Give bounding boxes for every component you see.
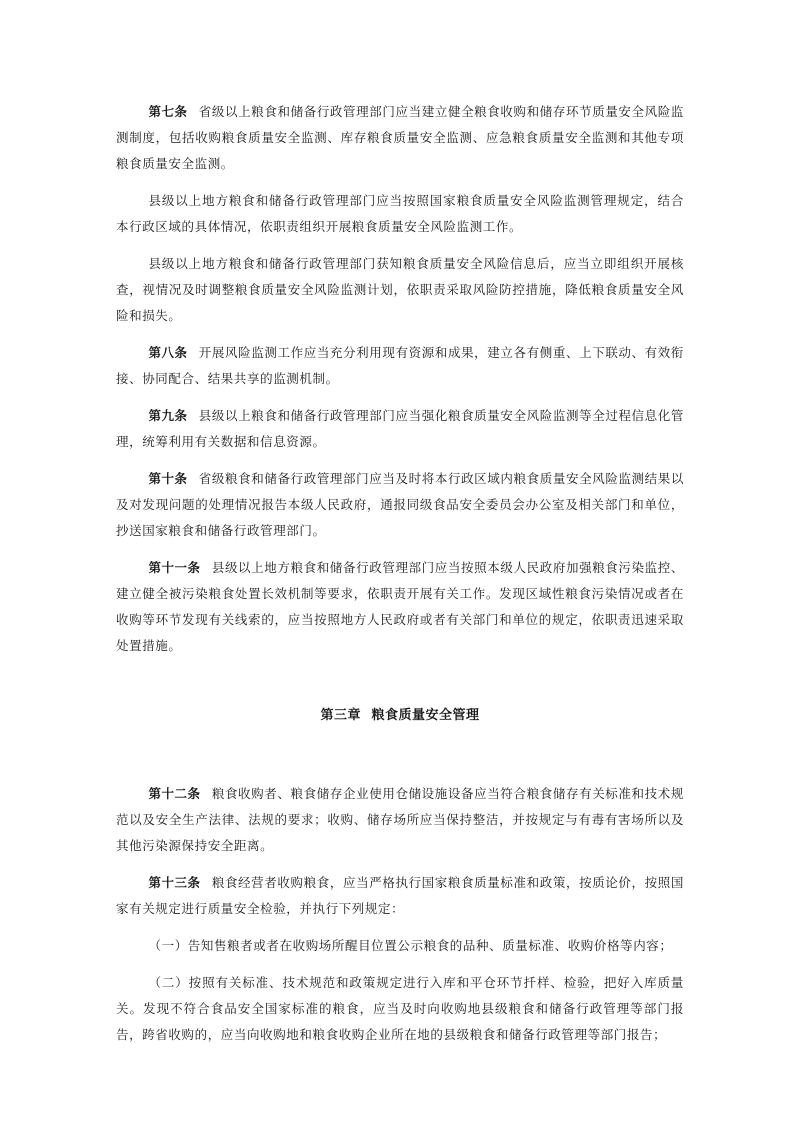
article-13-text: 粮食经营者收购粮食，应当严格执行国家粮食质量标准和政策，按质论价，按照国家有关规定进行质量安全检验，并执行下列规定：: [116, 875, 684, 916]
article-10-label: 第十条: [148, 471, 188, 486]
article-8: [116, 340, 684, 392]
article-7-text-1: 省级以上粮食和储备行政管理部门应当建立健全粮食收购和储存环节质量安全风险监测制度，包括收购粮食质量安全监测、库存粮食质量安全监测、应急粮食质量安全监测和其他专项粮食质量安全监测。: [116, 104, 684, 171]
article-12-text: 粮食收购者、粮食储存企业使用仓储设施设备应当符合粮食储存有关标准和技术规范以及安全生产法律、法规的要求；收购、储存场所应当保持整洁，并按规定与有毒有害场所以及其他污染源保持安全距离。: [116, 786, 684, 853]
article-13-item-1: （一）告知售粮者或者在收购场所醒目位置公示粮食的品种、质量标准、收购价格等内容；: [148, 938, 673, 953]
article-11-label: 第十一条: [148, 560, 201, 575]
article-9: [116, 403, 684, 455]
article-7-para-1: [116, 99, 684, 177]
article-7-label: 第七条: [148, 104, 188, 119]
article-12-label: 第十二条: [148, 786, 201, 801]
article-13-item-2: （二）按照有关标准、技术规范和政策规定进行入库和平仓环节扦样、检验，把好入库质量关。发现不符合食品安全国家标准的粮食，应当及时向收购地县级粮食和储备行政管理等部门报告，跨省收购的，应当向收购地和粮食收购企业所在地的县级粮食和储备行政管理等部门报告；: [116, 975, 684, 1042]
document-body: [116, 99, 684, 1059]
chapter-heading: [116, 703, 684, 729]
article-11: [116, 555, 684, 659]
chapter-title: 粮食质量安全管理: [371, 708, 480, 723]
article-9-text: 县级以上粮食和储备行政管理部门应当强化粮食质量安全风险监测等全过程信息化管理，统筹利用有关数据和信息资源。: [116, 408, 684, 449]
article-9-label: 第九条: [148, 408, 188, 423]
article-8-text: 开展风险监测工作应当充分利用现有资源和成果，建立各有侧重、上下联动、有效衔接、协同配合、结果共享的监测机制。: [116, 345, 684, 386]
article-7-para-3: 县级以上地方粮食和储备行政管理部门获知粮食质量安全风险信息后，应当立即组织开展核查，视情况及时调整粮食质量安全风险监测计划，依职责采取风险防控措施，降低粮食质量安全风险和损失。: [116, 256, 684, 323]
article-10: [116, 466, 684, 544]
article-10-text: 省级粮食和储备行政管理部门应当及时将本行政区域内粮食质量安全风险监测结果以及对发现问题的处理情况报告本级人民政府，通报同级食品安全委员会办公室及相关部门和单位，抄送国家粮食和储备行政管理部门。: [116, 471, 684, 538]
article-13: [116, 870, 684, 922]
article-11-text: 县级以上地方粮食和储备行政管理部门应当按照本级人民政府加强粮食污染监控、建立健全被污染粮食处置长效机制等要求，依职责开展有关工作。发现区域性粮食污染情况或者在收购等环节发现有关线索的，应当按照地方人民政府或者有关部门和单位的规定，依职责迅速采取处置措施。: [116, 560, 684, 653]
article-7-para-2: 县级以上地方粮食和储备行政管理部门应当按照国家粮食质量安全风险监测管理规定，结合本行政区域的具体情况，依职责组织开展粮食质量安全风险监测工作。: [116, 193, 684, 234]
article-13-label: 第十三条: [148, 875, 201, 890]
article-12: [116, 781, 684, 859]
chapter-number: 第三章: [320, 708, 362, 723]
article-8-label: 第八条: [148, 345, 188, 360]
